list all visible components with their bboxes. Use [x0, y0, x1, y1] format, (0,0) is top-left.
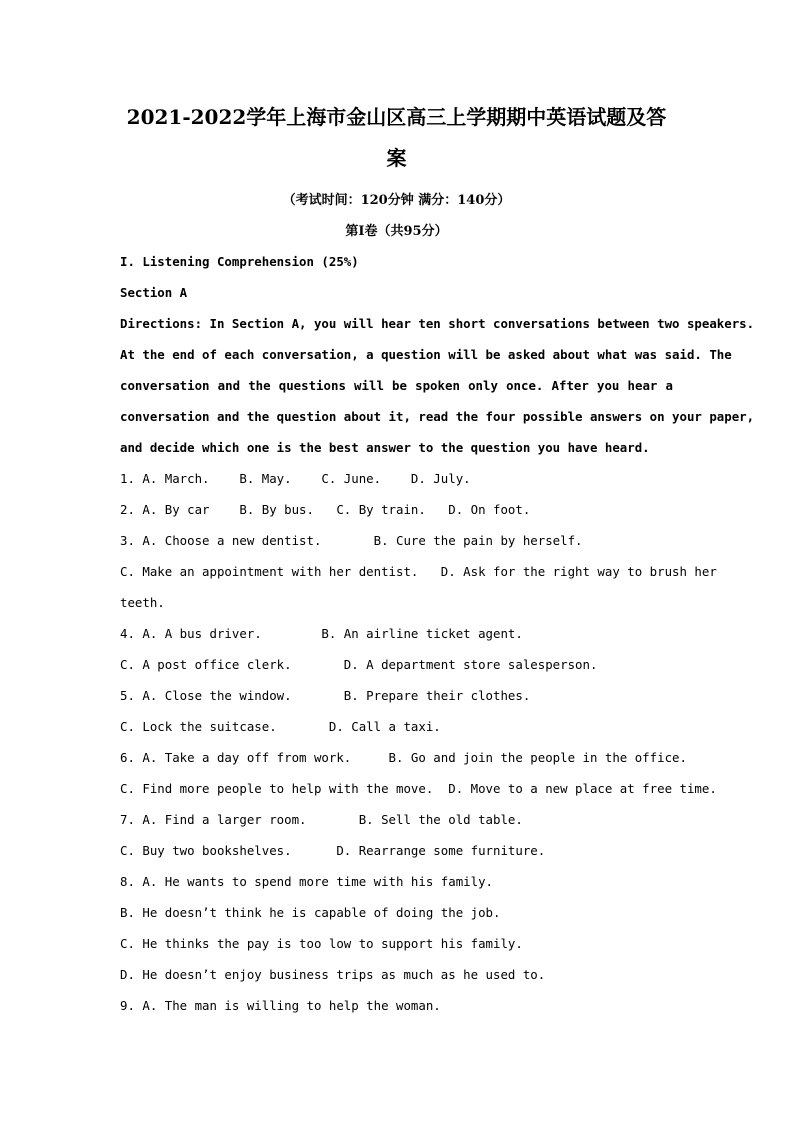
question-line: C. He thinks the pay is too low to support his family.: [120, 936, 523, 951]
question-line: 2. A. By car B. By bus. C. By train. D. On foot.: [120, 502, 531, 517]
document-title: [120, 0, 673, 179]
question-line: 6. A. Take a day off from work. B. Go and join the people in the office.: [120, 750, 687, 765]
question-line: C. Buy two bookshelves. D. Rearrange some furniture.: [120, 843, 546, 858]
question-line: C. Make an appointment with her dentist. D. Ask for the right way to brush her: [120, 564, 717, 579]
directions: [120, 308, 755, 463]
question-line: 4. A. A bus driver. B. An airline ticket agent.: [120, 626, 523, 641]
question-line: 3. A. Choose a new dentist. B. Cure the pain by herself.: [120, 533, 583, 548]
question-line: 8. A. He wants to spend more time with his family.: [120, 874, 493, 889]
question-line: 7. A. Find a larger room. B. Sell the old table.: [120, 812, 523, 827]
volume-heading: 第I卷（共95分）: [345, 224, 448, 239]
question-line: D. He doesn’t enjoy business trips as much as he used to.: [120, 967, 546, 982]
question-line: 5. A. Close the window. B. Prepare their clothes.: [120, 688, 531, 703]
question-line: C. A post office clerk. D. A department store salesperson.: [120, 657, 598, 672]
question-line: teeth.: [120, 595, 165, 610]
section-heading: Section A: [120, 285, 188, 300]
title-line-2: 案: [386, 146, 407, 170]
directions-line: conversation and the questions will be spoken only once. After you hear a: [120, 378, 673, 393]
question-list: [120, 463, 717, 1021]
question-line: 1. A. March. B. May. C. June. D. July.: [120, 471, 471, 486]
part-heading: I. Listening Comprehension (25%): [120, 254, 359, 269]
directions-line: conversation and the question about it, read the four possible answers on your paper,: [120, 409, 755, 424]
directions-line: At the end of each conversation, a question will be asked about what was said. The: [120, 347, 732, 362]
question-line: B. He doesn’t think he is capable of doing the job.: [120, 905, 501, 920]
title-line-1: 2021-2022学年上海市金山区高三上学期期中英语试题及答: [126, 105, 667, 129]
directions-line: and decide which one is the best answer to the question you have heard.: [120, 440, 650, 455]
directions-line: Directions: In Section A, you will hear ten short conversations between two speakers.: [120, 316, 755, 331]
question-line: C. Lock the suitcase. D. Call a taxi.: [120, 719, 441, 734]
question-line: 9. A. The man is willing to help the woman.: [120, 998, 441, 1013]
question-line: C. Find more people to help with the move. D. Move to a new place at free time.: [120, 781, 717, 796]
part1: [120, 246, 755, 1021]
exam-info: （考试时间：120分钟 满分：140分）: [282, 193, 511, 208]
